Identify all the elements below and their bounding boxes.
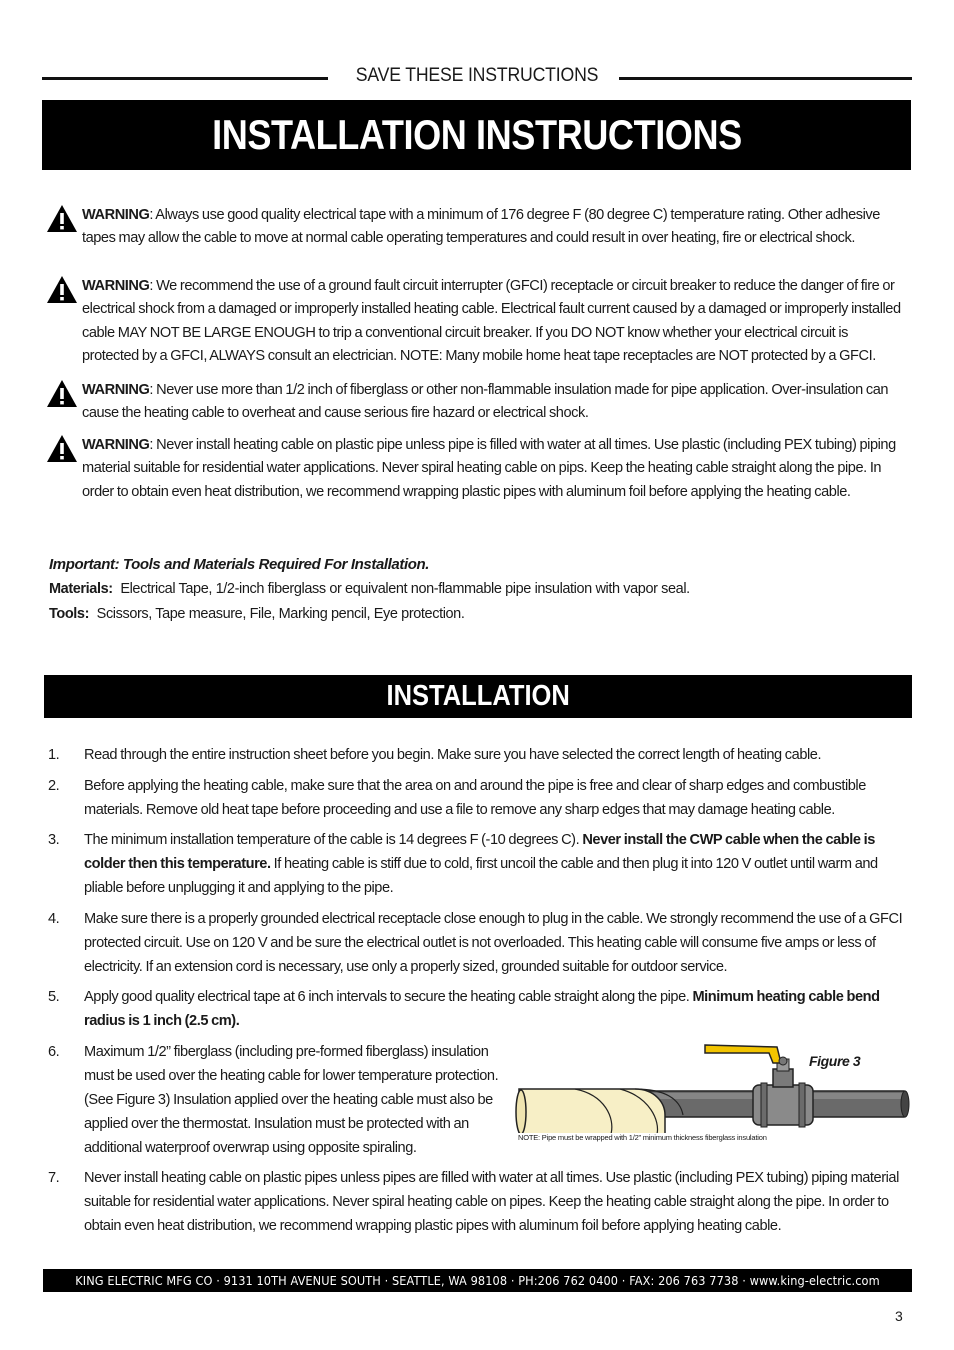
warning-body: : We recommend the use of a ground fault circuit interrupter (GFCI) receptacle or circuit breaker to reduce the danger of fire or electrical shock from a damaged or improperly installed heating cable. Electrical fault current caused by a damaged or improperly installed cable MAY NOT BE LARGE ENOUGH to trip a conventional circuit breaker. If you DO NOT know whether your electrical circuit is protected by a GFCI, ALWAYS consult an electrician. NOTE: Many mobile home heat tape receptacles are NOT protected by a GFCI. bbox=[82, 278, 901, 364]
materials-label: Materials: bbox=[49, 581, 113, 597]
warning-triangle-icon bbox=[46, 204, 78, 233]
warning-triangle-icon bbox=[46, 379, 78, 408]
page-title: INSTALLATION INSTRUCTIONS bbox=[211, 111, 742, 158]
list-item bbox=[48, 1040, 508, 1160]
warning-triangle-icon bbox=[46, 275, 78, 304]
step-text-part: If heating cable is stiff due to cold, first uncoil the cable and then plug it into 120 V outlet until warm and pliable before unplugging it and applying to the pipe. bbox=[84, 856, 878, 896]
figure-label: Figure 3 bbox=[809, 1053, 861, 1069]
company-contact: KING ELECTRIC MFG CO · 9131 10TH AVENUE SOUTH · SEATTLE, WA 98108 · PH:206 762 0400 · FAX: 206 763 7738 · www.king-electric.com bbox=[75, 1273, 880, 1288]
tools-label: Tools: bbox=[49, 606, 90, 622]
warning-label: WARNING bbox=[82, 382, 150, 398]
step-text: Read through the entire instruction sheet before you begin. Make sure you have selected the correct length of heating cable. bbox=[84, 747, 822, 763]
step-text: Maximum 1/2” fiberglass (including pre-formed fiberglass) insulation must be used over the heating cable for lower temperature protection. (See Figure 3) Insulation applied over the heating cable must also be applied over the thermostat. Insulation must be protected with an additional waterproof overwrap using opposite spiraling. bbox=[84, 1044, 499, 1156]
step-number: 1. bbox=[48, 747, 60, 763]
save-instructions-text: SAVE THESE INSTRUCTIONS bbox=[355, 65, 599, 86]
step-text bbox=[84, 985, 910, 1033]
save-instructions-header bbox=[42, 62, 912, 94]
warning-body: : Never use more than 1/2 inch of fiberglass or other non-flammable insulation made for pipe application. Over-insulation can cause the heating cable to overheat and cause serious fire hazard or electrical shock. bbox=[82, 382, 889, 422]
step-text: Before applying the heating cable, make sure that the area on and around the pipe is free and clear of sharp edges and combustible materials. Remove old heat tape before proceeding and use a file to remove any sharp edges that may damage heating cable. bbox=[84, 778, 866, 818]
tools-text: Scissors, Tape measure, File, Marking pencil, Eye protection. bbox=[96, 606, 465, 622]
title-banner bbox=[42, 100, 911, 170]
step-text: Make sure there is a properly grounded electrical receptacle close enough to plug in the cable. We strongly recommend the use of a GFCI protected circuit. Use on 120 V and be sure the electrical outlet is not overloaded. This heating cable will consume five amps or less of electricity. If an extension cord is necessary, use only a properly sized, grounded suitable for outdoor service. bbox=[84, 911, 903, 975]
list-item bbox=[48, 985, 910, 1033]
warning-text bbox=[82, 204, 906, 251]
list-item bbox=[48, 1166, 910, 1238]
warning-triangle-icon bbox=[46, 434, 78, 463]
tools-heading: Important: Tools and Materials Required For Installation. bbox=[49, 556, 430, 573]
list-item bbox=[48, 743, 910, 767]
warning-body: : Never install heating cable on plastic pipe unless pipe is filled with water at all times. Use plastic (including PEX tubing) piping material suitable for residential water applications. Never spiral heating cable on pips. Keep the heating cable straight along the pipe. In order to obtain even heat distribution, we recommend wrapping plastic pipes with aluminum foil before applying the heating cable. bbox=[82, 437, 896, 500]
warning-text bbox=[82, 434, 906, 504]
step-text-part: The minimum installation temperature of the cable is 14 degrees F (-10 degrees C). bbox=[84, 832, 583, 848]
figure-note: NOTE: Pipe must be wrapped with 1/2” minimum thickness fiberglass insulation bbox=[518, 1133, 767, 1142]
materials-row bbox=[49, 581, 690, 597]
warning-label: WARNING bbox=[82, 437, 150, 453]
warning-body: : Always use good quality electrical tape with a minimum of 176 degree F (80 degree C) temperature rating. Other adhesive tapes may allow the cable to move at normal cable operating temperatures and could result in over heating, fire or electrical shock. bbox=[82, 207, 880, 247]
tools-row bbox=[49, 606, 464, 622]
warning-label: WARNING bbox=[82, 278, 150, 294]
warning-block-4 bbox=[46, 434, 906, 504]
warning-text bbox=[82, 275, 906, 368]
warning-block-2 bbox=[46, 275, 906, 368]
step-number: 6. bbox=[48, 1044, 60, 1060]
list-item bbox=[48, 907, 910, 979]
step-number: 7. bbox=[48, 1170, 60, 1186]
step-text-emphasis: Never install the CWP cable when the cable is colder then this temperature. bbox=[84, 832, 875, 872]
step-text-part: Apply good quality electrical tape at 6 inch intervals to secure the heating cable straight along the pipe. bbox=[84, 989, 693, 1005]
step-text bbox=[84, 828, 910, 900]
pipe-insulation-illustration bbox=[515, 1033, 910, 1133]
warning-text bbox=[82, 379, 906, 426]
installation-heading: INSTALLATION bbox=[386, 680, 570, 712]
warning-block-1 bbox=[46, 204, 906, 251]
installation-banner bbox=[44, 675, 912, 718]
step-text-emphasis: Minimum heating cable bend radius is 1 inch (2.5 cm). bbox=[84, 989, 880, 1029]
warning-label: WARNING bbox=[82, 207, 150, 223]
list-item bbox=[48, 774, 910, 822]
step-number: 4. bbox=[48, 911, 60, 927]
footer-bar bbox=[43, 1269, 912, 1292]
materials-text: Electrical Tape, 1/2-inch fiberglass or equivalent non-flammable pipe insulation with vapor seal. bbox=[120, 581, 690, 597]
step-text: Never install heating cable on plastic pipes unless pipes are filled with water at all times. Use plastic (including PEX tubing) piping material suitable for residential water applications. Never spiral heating cable on pipes. Keep the heating cable straight along the pipe. In order to obtain even heat distribution, we recommend wrapping plastic pipes with aluminum foil before applying heating cable. bbox=[84, 1170, 899, 1234]
figure-3 bbox=[515, 1033, 910, 1148]
step-number: 2. bbox=[48, 778, 60, 794]
list-item bbox=[48, 828, 910, 900]
step-number: 5. bbox=[48, 989, 60, 1005]
page-number: 3 bbox=[895, 1308, 903, 1324]
step-number: 3. bbox=[48, 832, 60, 848]
warning-block-3 bbox=[46, 379, 906, 426]
